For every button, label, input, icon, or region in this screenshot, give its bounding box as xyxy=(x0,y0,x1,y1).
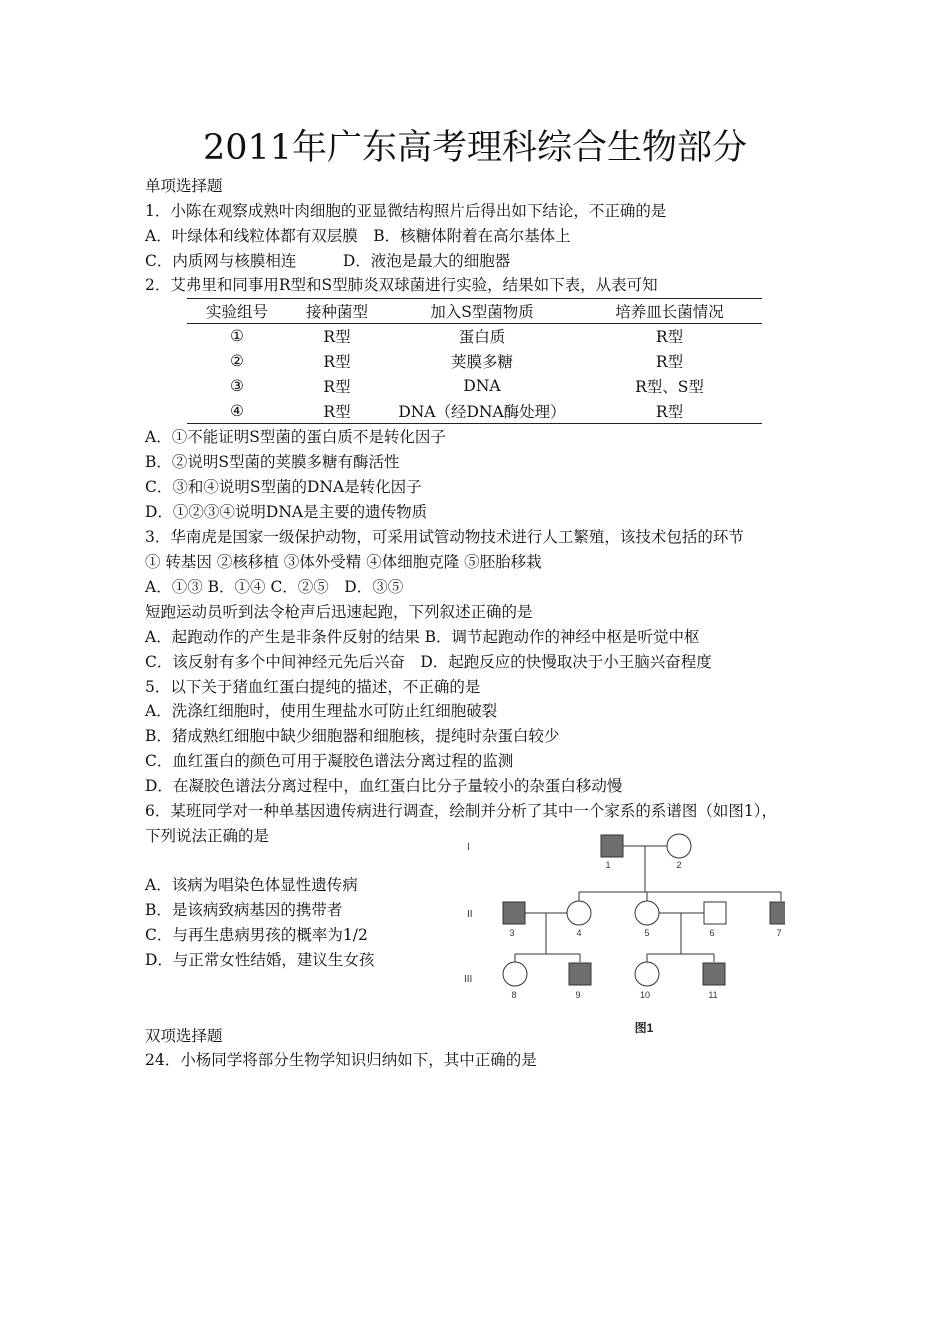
table-cell: R型 xyxy=(655,328,684,347)
individual-number: 8 xyxy=(511,990,517,1000)
q6-stem-line2: 下列说法正确的是 xyxy=(145,827,270,845)
table-row xyxy=(187,324,762,349)
individual-number: 7 xyxy=(776,928,782,938)
q3-stem: 3．华南虎是国家一级保护动物，可采用试管动物技术进行人工繁殖，该技术包括的环节 xyxy=(145,528,744,546)
unaffected-female-symbol xyxy=(667,834,691,858)
q4-stem: 短跑运动员听到法令枪声后迅速起跑，下列叙述正确的是 xyxy=(145,603,533,621)
q1-options-row2: C．内质网与核膜相连 D．液泡是最大的细胞器 xyxy=(145,252,511,270)
individual-number: 5 xyxy=(644,928,650,938)
table-cell: ② xyxy=(230,352,244,370)
figure-caption: 图1 xyxy=(634,1021,654,1035)
q24-stem: 24．小杨同学将部分生物学知识归纳如下，其中正确的是 xyxy=(145,1051,537,1069)
affected-male-symbol xyxy=(569,963,591,985)
q6-option-a: A．该病为唱染色体显性遗传病 xyxy=(145,876,358,894)
generation-label: II xyxy=(467,909,473,920)
unaffected-female-symbol xyxy=(635,901,659,925)
q2-stem: 2．艾弗里和同事用R型和S型肺炎双球菌进行实验，结果如下表，从表可知 xyxy=(145,276,658,294)
individual-number: 4 xyxy=(576,928,582,938)
individual-number: 1 xyxy=(605,860,611,870)
affected-male-symbol xyxy=(770,902,785,924)
table-header: 接种菌型 xyxy=(287,299,387,324)
q1-stem: 1．小陈在观察成熟叶肉细胞的亚显微结构照片后得出如下结论，不正确的是 xyxy=(145,202,667,220)
q3-options: A．①③ B．①④ C．②⑤ D．③⑤ xyxy=(145,578,404,596)
q3-items: ① 转基因 ②核移植 ③体外受精 ④体细胞克隆 ⑤胚胎移栽 xyxy=(145,553,542,571)
unaffected-female-symbol xyxy=(567,901,591,925)
page-title: 2011年广东高考理科综合生物部分 xyxy=(202,128,748,168)
q5-option-d: D．在凝胶色谱法分离过程中，血红蛋白比分子量较小的杂蛋白移动慢 xyxy=(145,777,623,795)
individual-number: 11 xyxy=(708,990,718,1000)
q2-option-c: C．③和④说明S型菌的DNA是转化因子 xyxy=(145,478,422,496)
table-header: 加入S型菌物质 xyxy=(387,299,577,324)
section-heading-double: 双项选择题 xyxy=(145,1027,223,1045)
individual-number: 9 xyxy=(575,990,581,1000)
table-cell: R型 xyxy=(287,399,387,424)
unaffected-female-symbol xyxy=(503,962,527,986)
q4-options-row1: A．起跑动作的产生是非条件反射的结果 B．调节起跑动作的神经中枢是听觉中枢 xyxy=(145,628,700,646)
q5-option-c: C．血红蛋白的颜色可用于凝胶色谱法分离过程的监测 xyxy=(145,752,514,770)
table-header: 实验组号 xyxy=(187,299,287,324)
q1-options-row1: A．叶绿体和线粒体都有双层膜 B．核糖体附着在高尔基体上 xyxy=(145,227,571,245)
table-cell: 荚膜多糖 xyxy=(450,353,513,371)
individual-number: 3 xyxy=(509,928,515,938)
experiment-table xyxy=(187,298,762,424)
q5-stem: 5．以下关于猪血红蛋白提纯的描述，不正确的是 xyxy=(145,678,481,696)
table-cell: R型 xyxy=(577,399,762,424)
affected-male-symbol xyxy=(503,902,525,924)
q2-option-d: D．①②③④说明DNA是主要的遗传物质 xyxy=(145,503,428,521)
q6-stem-line1: 6．某班同学对一种单基因遗传病进行调查，绘制并分析了其中一个家系的系谱图（如图1）， xyxy=(145,802,777,820)
q6-option-c: C．与再生患病男孩的概率为1/2 xyxy=(145,926,368,944)
individual-number: 10 xyxy=(639,990,651,1000)
table-cell: R型、S型 xyxy=(635,378,704,396)
generation-label: III xyxy=(464,974,473,985)
affected-male-symbol xyxy=(703,963,725,985)
q5-option-b: B．猪成熟红细胞中缺少细胞器和细胞核，提纯时杂蛋白较少 xyxy=(145,727,560,745)
table-row xyxy=(187,399,762,424)
individual-number: 6 xyxy=(709,928,715,938)
table-cell: R型 xyxy=(655,353,684,371)
table-row xyxy=(187,349,762,374)
table-cell: ③ xyxy=(230,377,244,395)
q4-options-row2: C．该反射有多个中间神经元先后兴奋 D．起跑反应的快慢取决于小王脑兴奋程度 xyxy=(145,653,712,671)
individual-number: 2 xyxy=(676,860,682,870)
pedigree-figure xyxy=(455,828,785,1038)
table-cell: 蛋白质 xyxy=(458,328,506,347)
q6-option-d: D．与正常女性结婚，建议生女孩 xyxy=(145,951,375,969)
table-cell: ① xyxy=(230,327,244,346)
table-header-row xyxy=(187,299,762,324)
section-heading-single: 单项选择题 xyxy=(145,177,223,195)
table-cell: R型 xyxy=(323,378,351,396)
table-cell: DNA xyxy=(463,377,501,395)
table-cell: R型 xyxy=(323,353,351,371)
q2-option-b: B．②说明S型菌的荚膜多糖有酶活性 xyxy=(145,453,400,471)
q2-option-a: A．①不能证明S型菌的蛋白质不是转化因子 xyxy=(145,428,446,446)
table-cell: DNA（经DNA酶处理） xyxy=(387,399,577,424)
table-header: 培养皿长菌情况 xyxy=(577,299,762,324)
q6-option-b: B．是该病致病基因的携带者 xyxy=(145,901,343,919)
table-cell: ④ xyxy=(187,399,287,424)
generation-label: I xyxy=(467,842,470,853)
q5-option-a: A．洗涤红细胞时，使用生理盐水可防止红细胞破裂 xyxy=(145,702,498,720)
table-cell: R型 xyxy=(323,328,351,347)
unaffected-male-symbol xyxy=(704,902,726,924)
unaffected-female-symbol xyxy=(635,962,659,986)
affected-male-symbol xyxy=(601,835,623,857)
table-row xyxy=(187,374,762,399)
